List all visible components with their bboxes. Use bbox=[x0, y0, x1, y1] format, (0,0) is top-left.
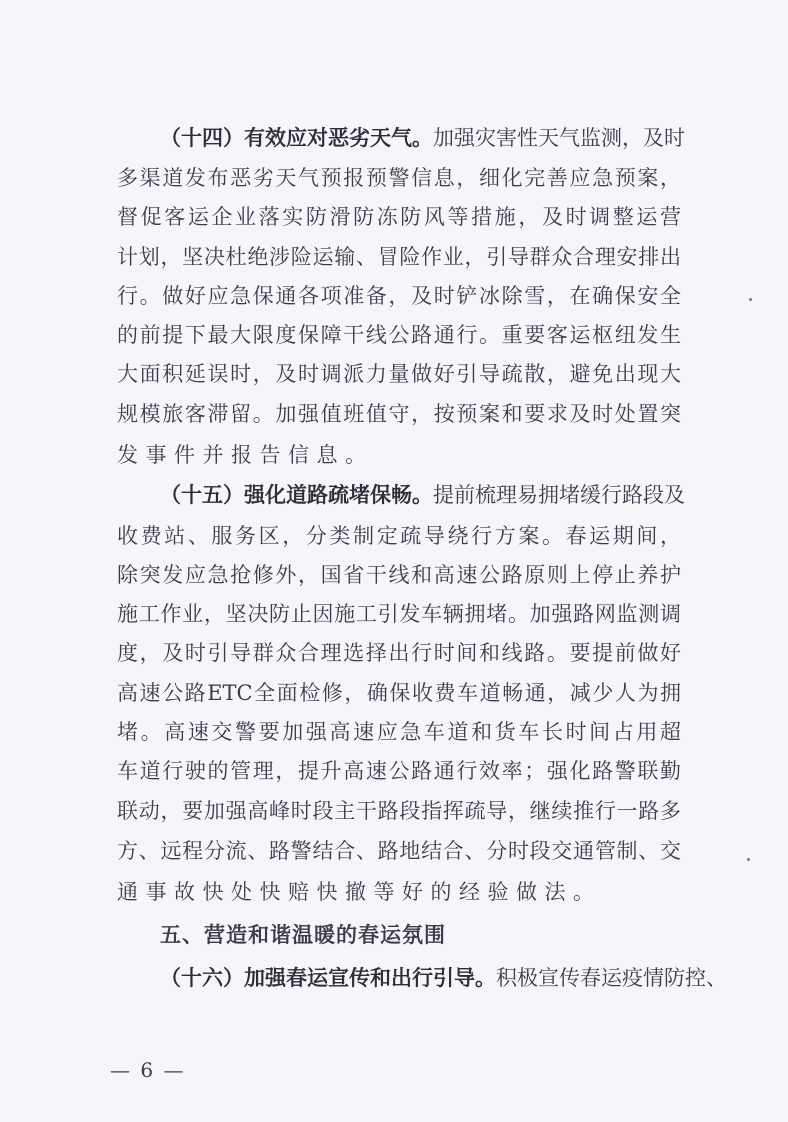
line-text: 通事故快处快赔快撤等好的经验做法。 bbox=[117, 880, 602, 904]
line-text: 提前梳理易拥堵缓行路段及 bbox=[433, 483, 685, 507]
line-text: 联动，要加强高峰时段主干路段指挥疏导，继续推行一路多 bbox=[117, 799, 681, 823]
line-text: 方、远程分流、路警结合、路地结合、分时段交通管制、交 bbox=[117, 839, 681, 863]
text-line bbox=[117, 399, 681, 429]
text-line bbox=[117, 877, 681, 907]
line-text: 计划，坚决杜绝涉险运输、冒险作业，引导群众合理安排出 bbox=[117, 245, 681, 269]
text-line bbox=[160, 963, 727, 993]
line-text: 行。做好应急保通各项准备，及时铲冰除雪，在确保安全 bbox=[117, 284, 681, 308]
line-text: 的前提下最大限度保障干线公路通行。重要客运枢纽发生 bbox=[117, 323, 681, 347]
text-line bbox=[117, 678, 681, 708]
page-number: — 6 — bbox=[110, 1058, 186, 1082]
line-text: 施工作业，坚决防止因施工引发车辆拥堵。加强路网监测调 bbox=[117, 602, 681, 626]
line-text: 发事件并报告信息。 bbox=[117, 443, 374, 467]
line-text: 堵。高速交警要加强高速应急车道和货车长时间占用超 bbox=[117, 720, 681, 744]
text-line bbox=[117, 836, 681, 866]
text-line bbox=[160, 480, 685, 510]
text-line bbox=[117, 599, 681, 629]
text-line bbox=[117, 202, 681, 232]
scan-speck bbox=[749, 298, 752, 301]
section-heading: 五、营造和谐温暖的春运氛围 bbox=[160, 923, 446, 947]
text-line bbox=[117, 560, 681, 590]
line-text: 多渠道发布恶劣天气预报预警信息，细化完善应急预案， bbox=[117, 166, 681, 190]
text-line bbox=[117, 163, 681, 193]
paragraph-lead: （十四）有效应对恶劣天气。 bbox=[160, 125, 433, 150]
text-line bbox=[117, 281, 681, 311]
paragraph-lead: （十五）强化道路疏堵保畅。 bbox=[160, 482, 433, 507]
line-text: 收费站、服务区，分类制定疏导绕行方案。春运期间， bbox=[117, 524, 681, 548]
text-line bbox=[117, 638, 681, 668]
text-line bbox=[117, 440, 681, 470]
text-line bbox=[117, 320, 681, 350]
line-text: 高速公路ETC全面检修，确保收费车道畅通，减少人为拥 bbox=[117, 681, 681, 705]
text-line bbox=[117, 521, 681, 551]
text-line bbox=[117, 359, 681, 389]
line-text: 积极宣传春运疫情防控、 bbox=[496, 966, 727, 990]
text-line bbox=[117, 796, 681, 826]
line-text: 车道行驶的管理，提升高速公路通行效率；强化路警联勤 bbox=[117, 759, 681, 783]
line-text: 加强灾害性天气监测，及时 bbox=[433, 126, 685, 150]
text-line bbox=[117, 242, 681, 272]
line-text: 大面积延误时，及时调派力量做好引导疏散，避免出现大 bbox=[117, 362, 681, 386]
line-text: 除突发应急抢修外，国省干线和高速公路原则上停止养护 bbox=[117, 563, 681, 587]
text-line bbox=[117, 756, 681, 786]
scan-speck bbox=[747, 858, 750, 861]
text-line bbox=[160, 123, 685, 153]
line-text: 督促客运企业落实防滑防冻防风等措施，及时调整运营 bbox=[117, 205, 681, 229]
line-text: 规模旅客滞留。加强值班值守，按预案和要求及时处置突 bbox=[117, 402, 681, 426]
paragraph-lead: （十六）加强春运宣传和出行引导。 bbox=[160, 965, 496, 990]
text-line bbox=[117, 717, 681, 747]
line-text: 度，及时引导群众合理选择出行时间和线路。要提前做好 bbox=[117, 641, 681, 665]
